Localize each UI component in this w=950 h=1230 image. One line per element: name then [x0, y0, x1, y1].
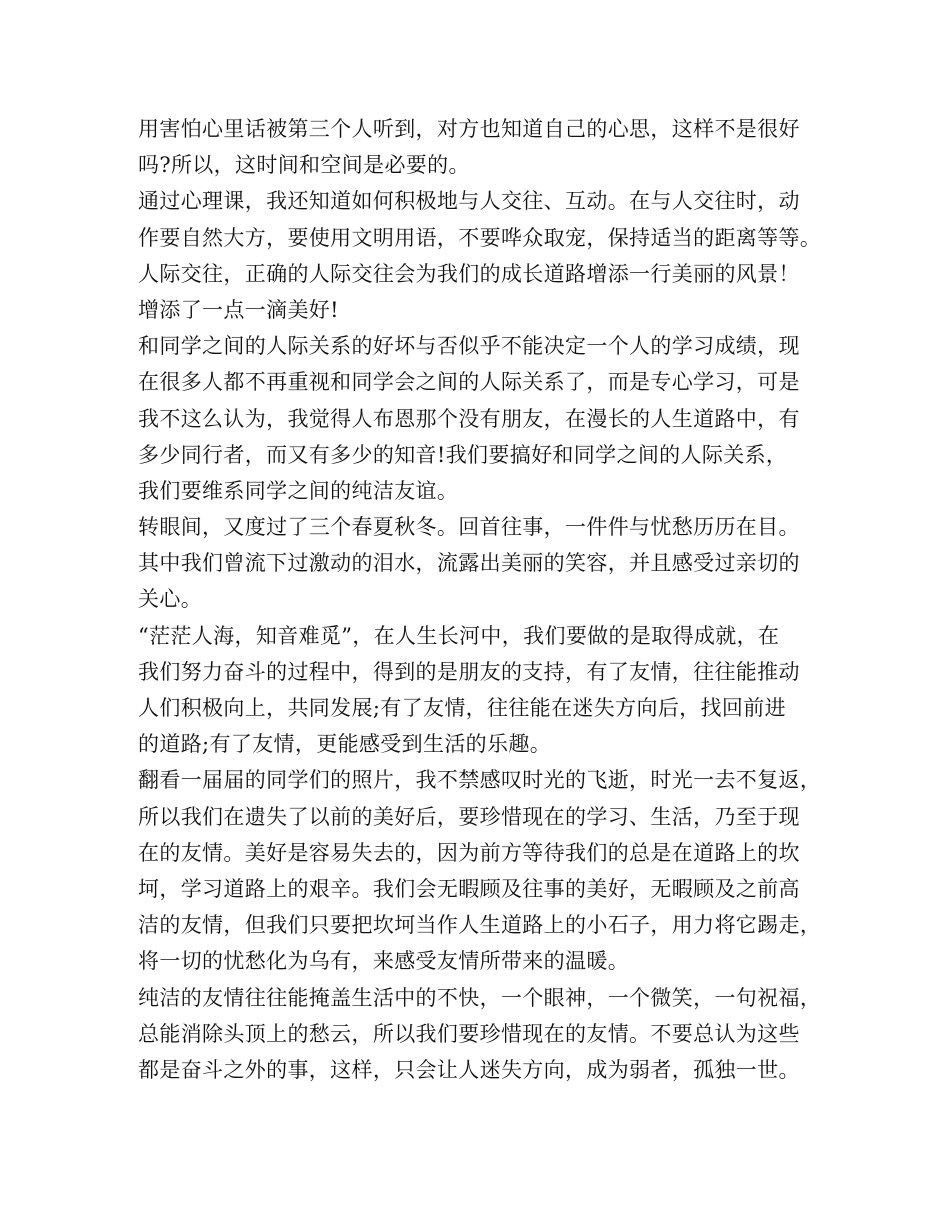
text-line: “茫茫人海，知音难觅”，在人生长河中，我们要做的是取得成就，在	[138, 623, 780, 648]
text-line: 其中我们曾流下过激动的泪水，流露出美丽的笑容，并且感受过亲切的	[138, 551, 800, 576]
text-line: 所以我们在遗失了以前的美好后，要珍惜现在的学习、生活，乃至于现	[138, 804, 800, 829]
text-line: 总能消除头顶上的愁云，所以我们要珍惜现在的友情。不要总认为这些	[138, 1021, 800, 1046]
text-line: 用害怕心里话被第三个人听到，对方也知道自己的心思，这样不是很好	[138, 117, 800, 141]
text-line: 我们努力奋斗的过程中，得到的是朋友的支持，有了友情，往往能推动	[138, 659, 800, 684]
text-line: 吗?所以，这时间和空间是必要的。	[138, 153, 470, 178]
text-line: 的道路;有了友情，更能感受到生活的乐趣。	[138, 732, 552, 757]
text-line: 多少同行者，而又有多少的知音!我们要搞好和同学之间的人际关系，	[138, 442, 788, 467]
text-line: 在很多人都不再重视和同学会之间的人际关系了，而是专心学习，可是	[138, 370, 800, 395]
text-line: 我不这么认为，我觉得人布恩那个没有朋友，在漫长的人生道路中，有	[138, 406, 800, 431]
text-line: 都是奋斗之外的事，这样，只会让人迷失方向，成为弱者，孤独一世。	[138, 1057, 800, 1082]
text-line: 人际交往，正确的人际交往会为我们的成长道路增添一行美丽的风景！	[138, 261, 800, 286]
text-line: 坷，学习道路上的艰辛。我们会无暇顾及往事的美好，无暇顾及之前高	[138, 876, 800, 901]
text-line: 作要自然大方，要使用文明用语，不要哗众取宠，保持适当的距离等等。	[138, 225, 822, 250]
text-line: 通过心理课，我还知道如何积极地与人交往、互动。在与人交往时，动	[138, 189, 800, 214]
text-line: 转眼间，又度过了三个春夏秋冬。回首往事，一件件与忧愁历历在目。	[138, 515, 800, 540]
text-line: 将一切的忧愁化为乌有，来感受友情所带来的温暖。	[138, 949, 630, 974]
text-line: 纯洁的友情往往能掩盖生活中的不快，一个眼神，一个微笑，一句祝福，	[138, 985, 822, 1010]
document-body	[138, 111, 838, 1088]
text-line: 翻看一届届的同学们的照片，我不禁感叹时光的飞逝，时光一去不复返，	[138, 768, 822, 793]
text-line: 关心。	[138, 587, 203, 612]
text-line: 我们要维系同学之间的纯洁友谊。	[138, 478, 459, 503]
text-line: 和同学之间的人际关系的好坏与否似乎不能决定一个人的学习成绩，现	[138, 334, 800, 359]
text-line: 在的友情。美好是容易失去的，因为前方等待我们的总是在道路上的坎	[138, 840, 800, 865]
text-line: 人们积极向上，共同发展;有了友情，往往能在迷失方向后，找回前进	[138, 696, 786, 720]
text-line: 洁的友情，但我们只要把坎坷当作人生道路上的小石子，用力将它踢走，	[138, 913, 822, 938]
text-line: 增添了一点一滴美好!	[138, 297, 339, 322]
